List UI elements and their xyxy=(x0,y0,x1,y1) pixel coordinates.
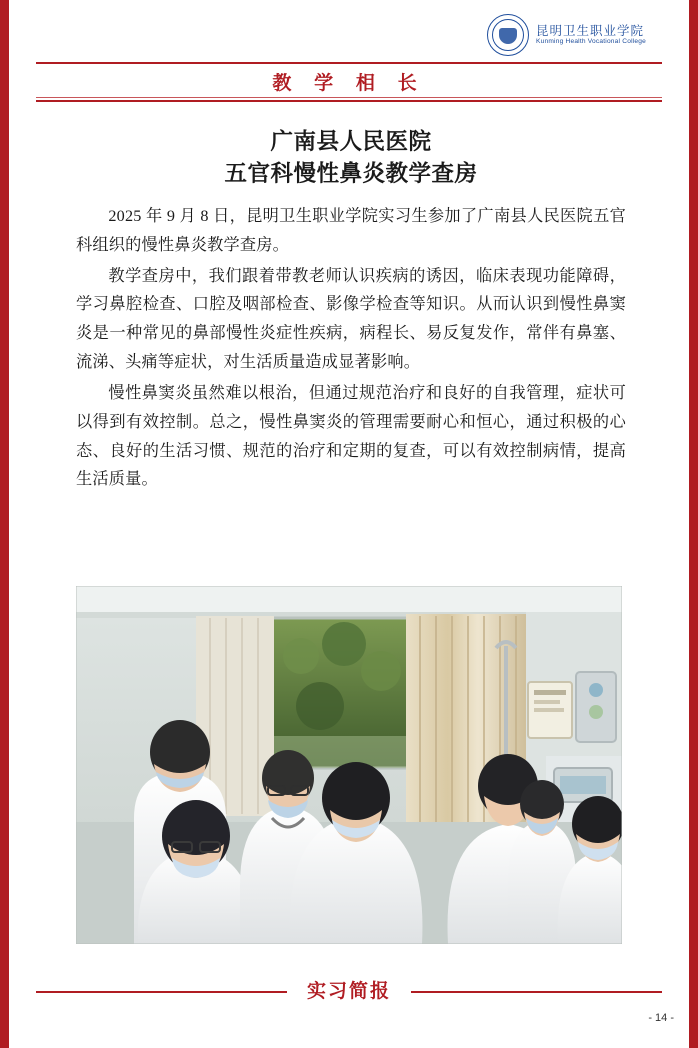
university-seal-icon xyxy=(487,14,529,56)
article-paragraph: 慢性鼻窦炎虽然难以根治，但通过规范治疗和良好的自我管理，症状可以得到有效控制。总之，慢性鼻窦炎的管理需要耐心和恒心，通过积极的心态、良好的生活习惯、规范的治疗和定期的复查，可以有效控制病情，提高生活质量。 xyxy=(76,383,626,489)
footer-rule-right xyxy=(411,991,662,993)
section-header-title: 教 学 相 长 xyxy=(272,73,426,94)
college-logo-text xyxy=(536,24,646,46)
college-logo xyxy=(487,14,646,56)
article-paragraph: 教学查房中，我们跟着带教老师认识疾病的诱因，临床表现功能障碍，学习鼻腔检查、口腔及咽部检查、影像学检查等知识。从而认识到慢性鼻窦炎是一种常见的鼻部慢性炎症性疾病，病程长、易反复发作，常伴有鼻塞、流涕、头痛等症状，对生活质量造成显著影响。 xyxy=(76,266,626,372)
footer-banner xyxy=(36,976,662,1006)
college-name-en: Kunming Health Vocational College xyxy=(536,38,646,46)
article-title xyxy=(76,126,626,190)
left-accent-bar xyxy=(0,0,9,1048)
article-title-line-2: 五官科慢性鼻炎教学查房 xyxy=(224,160,478,186)
page-number: - 14 - xyxy=(648,1012,674,1024)
article-body xyxy=(76,202,626,494)
right-accent-bar xyxy=(689,0,698,1048)
header-rule-bottom-thin xyxy=(36,97,662,98)
article-paragraph: 2025 年 9 月 8 日，昆明卫生职业学院实习生参加了广南县人民医院五官科组织的慢性鼻炎教学查房。 xyxy=(76,206,626,254)
section-header-banner xyxy=(36,62,662,102)
college-name-cn: 昆明卫生职业学院 xyxy=(536,24,645,39)
article xyxy=(76,126,626,496)
footer-title: 实习简报 xyxy=(306,981,391,1002)
header-rule-bottom xyxy=(36,100,662,102)
header-rule-top xyxy=(36,62,662,64)
article-title-line-1: 广南县人民医院 xyxy=(270,129,432,154)
photo-illustration xyxy=(76,586,622,944)
ward-round-group-photo xyxy=(76,586,622,944)
